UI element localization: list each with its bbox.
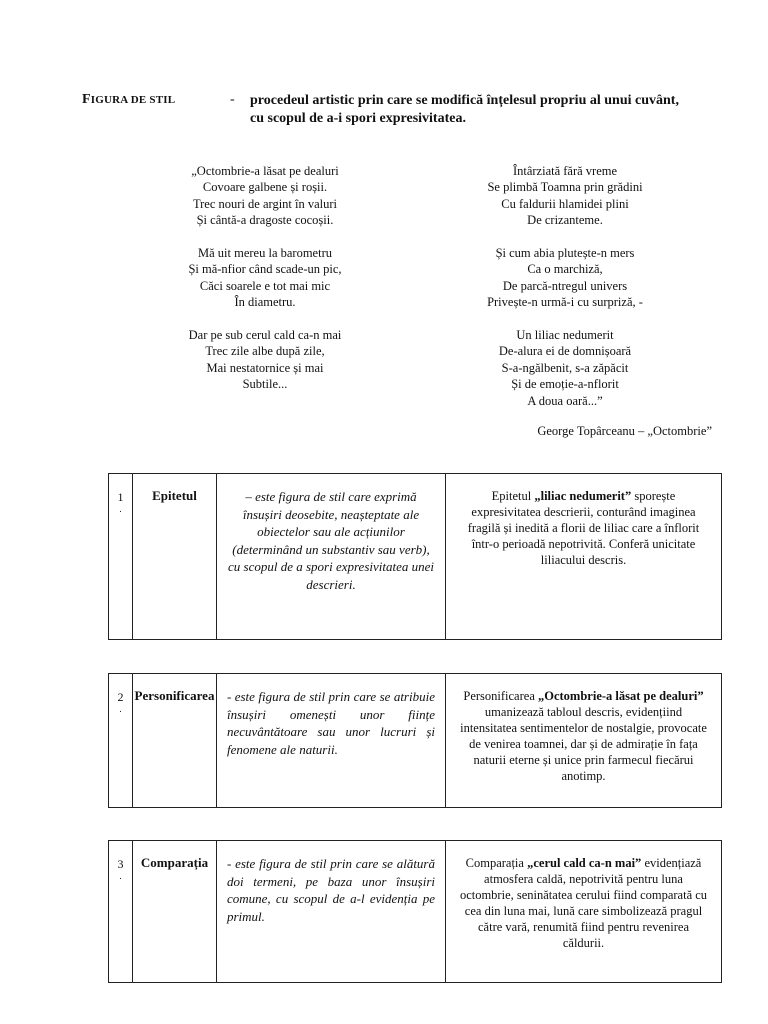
poem-stanza [150, 163, 380, 229]
table-row [109, 841, 722, 983]
table-row [109, 674, 722, 808]
poem-line: În diametru. [234, 295, 296, 310]
figure-example: Comparația „cerul cald ca-n mai” evidențiază atmosfera caldă, nepotrivită pentru luna octombrie, seninătatea cerului fiind comparată cu cea din luna mai, lună care simbolizează pragul către vară, renumită fiind pentru revenirea căldurii. [446, 841, 722, 983]
poem-right-column [440, 163, 690, 425]
term-rest: IGURA DE STIL [90, 94, 176, 106]
figure-number: 1 . [109, 474, 133, 640]
poem-line: Privește-n urmă-i cu surpriză, - [487, 295, 643, 310]
poem-line: Și mă-nfior când scade-un pic, [188, 262, 342, 277]
poem-line: De crizanteme. [527, 213, 603, 228]
poem-line: A doua oară...” [527, 393, 603, 408]
figure-term: Comparația [133, 841, 217, 983]
figure-table-personificare [108, 673, 722, 808]
poem-author: George Topârceanu – „Octombrie” [537, 424, 712, 438]
figure-term: Epitetul [133, 474, 217, 640]
figure-of-speech-definition: procedeul artistic prin care se modifică înțelesul propriu al unui cuvânt, cu scopul de a-i spori expresivitatea. [250, 93, 679, 126]
figure-definition: - este figura de stil prin care se atribuie însușiri omenești unor ființe necuvântătoare sau unor lucruri și fenomene ale naturii. [217, 674, 446, 808]
poem-line: Un liliac nedumerit [516, 328, 614, 343]
poem-left-column [150, 163, 380, 409]
poem-line: De-alura ei de domnișoară [498, 344, 632, 359]
figure-table-comparatie [108, 840, 722, 983]
poem-line: Trec zile albe după zile, [205, 344, 325, 359]
term-first-letter: F [82, 92, 91, 107]
poem-stanza [150, 327, 380, 393]
poem-line: Cu faldurii hlamidei plini [501, 196, 629, 211]
figure-definition: – este figura de stil care exprimă însușiri deosebite, neașteptate ale obiectelor sau ale acțiunilor (determinând un substantiv sau verb), cu scopul de a spori expresivitatea unei descrieri. [217, 474, 446, 640]
poem-line: „Octombrie-a lăsat pe dealuri [191, 164, 339, 178]
poem-line: Trec nouri de argint în valuri [192, 196, 338, 211]
figure-term: Personificarea [133, 674, 217, 808]
poem-stanza [440, 245, 690, 311]
figure-of-speech-term [82, 92, 175, 108]
poem-stanza [440, 327, 690, 409]
table-row [109, 474, 722, 640]
figure-definition: - este figura de stil prin care se alătură doi termeni, pe baza unor însușiri comune, cu scopul de a-l evidenția pe primul. [217, 841, 446, 983]
poem-line: S-a-ngălbenit, s-a zăpăcit [501, 360, 629, 375]
poem-line: Se plimbă Toamna prin grădini [487, 180, 643, 195]
poem-line: Mă uit mereu la barometru [198, 246, 332, 261]
poem-stanza [150, 245, 380, 311]
example-quote: „cerul cald ca-n mai” [527, 856, 642, 870]
poem-line: De parcă-ntregul univers [502, 278, 628, 293]
poem-line: Covoare galbene și roșii. [202, 180, 328, 195]
poem-line: Căci soarele e tot mai mic [199, 278, 331, 293]
poem-line: Mai nestatornice și mai [206, 360, 324, 375]
poem-line: Ca o marchiză, [527, 262, 603, 277]
figure-number: 2 . [109, 674, 133, 808]
poem-line: Și cântă-a dragoste cocoșii. [196, 213, 334, 228]
header-dash: - [230, 92, 235, 107]
example-quote: „liliac nedumerit” [534, 489, 632, 503]
poem-line: Și cum abia plutește-n mers [495, 246, 635, 261]
figure-example: Personificarea „Octombrie-a lăsat pe dealuri” umanizează tabloul descris, evidențiind intensitatea sentimentelor de nostalgie, provocate de venirea toamnei, dar și de admirație în fața naturii eterne și unice prin farmecul fiecărui anotimp. [446, 674, 722, 808]
poem-line: Întârziată fără vreme [512, 164, 618, 178]
figure-example: Epitetul „liliac nedumerit” sporește expresivitatea descrierii, conturând imaginea fragilă și inedită a florii de liliac care a înflorit într-o perioadă nepotrivită. Conferă unicitate liliacului descris. [446, 474, 722, 640]
example-quote: „Octombrie-a lăsat pe dealuri” [538, 689, 704, 703]
poem-line: Dar pe sub cerul cald ca-n mai [188, 328, 342, 343]
poem-line: Și de emoție-a-nflorit [511, 377, 619, 392]
poem-line: Subtile... [242, 377, 288, 392]
figure-table-epitet [108, 473, 722, 640]
figure-number: 3 . [109, 841, 133, 983]
poem-stanza [440, 163, 690, 229]
